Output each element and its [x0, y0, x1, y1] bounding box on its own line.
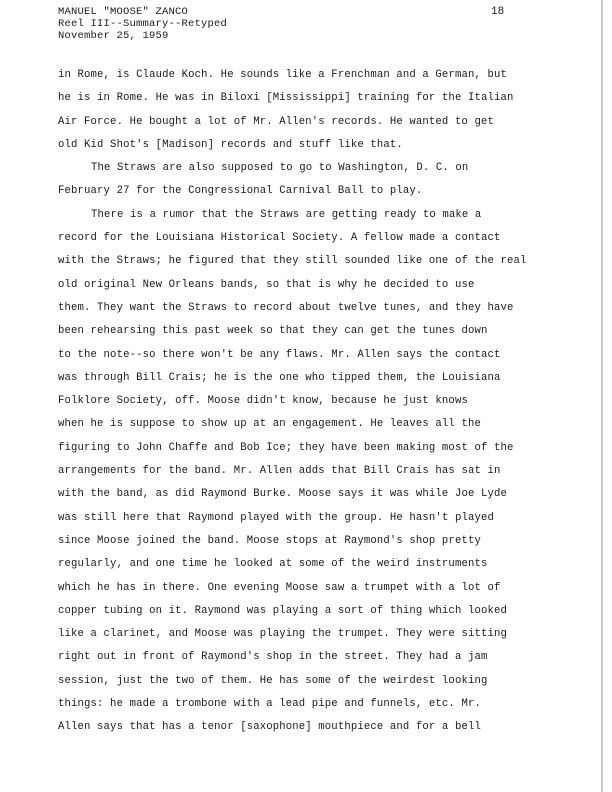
text-line: copper tubing on it. Raymond was playing a sort of thing which looked: [58, 604, 508, 617]
text-line: them. They want the Straws to record about twelve tunes, and they have: [58, 301, 514, 314]
text-line: figuring to John Chaffe and Bob Ice; they have been making most of the: [58, 441, 514, 454]
text-line: in Rome, is Claude Koch. He sounds like a Frenchman and a German, but: [58, 69, 508, 81]
text-line: old original New Orleans bands, so that is why he decided to use: [58, 278, 475, 291]
transcript-body: [58, 64, 558, 740]
interviewee-name: MANUEL "MOOSE" ZANCO: [58, 6, 189, 18]
text-line: session, just the two of them. He has some of the weirdest looking: [58, 674, 488, 687]
text-line: was still here that Raymond played with the group. He hasn't played: [58, 511, 494, 524]
interview-date: November 25, 1959: [58, 30, 169, 42]
text-line: which he has in there. One evening Moose saw a trumpet with a lot of: [58, 581, 501, 594]
reel-info: Reel III--Summary--Retyped: [58, 18, 228, 30]
text-line: when he is suppose to show up at an engagement. He leaves all the: [58, 418, 481, 431]
document-header: [58, 6, 227, 42]
text-line: regularly, and one time he looked at some of the weird instruments: [58, 558, 488, 571]
text-line: like a clarinet, and Moose was playing the trumpet. They were sitting: [58, 628, 508, 641]
text-line: was through Bill Crais; he is the one who tipped them, the Louisiana: [58, 371, 501, 384]
text-line: February 27 for the Congressional Carnival Ball to play.: [58, 185, 423, 198]
text-line: arrangements for the band. Mr. Allen adds that Bill Crais has sat in: [58, 465, 501, 478]
text-line: he is in Rome. He was in Biloxi [Mississippi] training for the Italian: [58, 92, 514, 105]
text-line: Air Force. He bought a lot of Mr. Allen's records. He wanted to get: [58, 115, 494, 128]
text-line: record for the Louisiana Historical Society. A fellow made a contact: [58, 232, 501, 245]
text-line: been rehearsing this past week so that they can get the tunes down: [58, 325, 488, 338]
paragraph-start-line: The Straws are also supposed to go to Washington, D. C. on: [91, 162, 469, 175]
page-edge-shadow: [601, 0, 603, 792]
text-line: Allen says that has a tenor [saxophone] mouthpiece and for a bell: [58, 721, 481, 734]
paragraph-start-line: There is a rumor that the Straws are getting ready to make a: [91, 208, 482, 221]
text-line: with the Straws; he figured that they still sounded like one of the real: [58, 255, 527, 268]
text-line: old Kid Shot's [Madison] records and stuff like that.: [58, 138, 403, 151]
text-line: since Moose joined the band. Moose stops at Raymond's shop pretty: [58, 534, 481, 547]
text-line: to the note--so there won't be any flaws. Mr. Allen says the contact: [58, 348, 501, 361]
text-line: with the band, as did Raymond Burke. Moose says it was while Joe Lyde: [58, 488, 508, 501]
text-line: Folklore Society, off. Moose didn't know, because he just knows: [58, 395, 468, 408]
text-line: right out in front of Raymond's shop in the street. They had a jam: [58, 651, 488, 664]
page-number: 18: [491, 6, 505, 18]
text-line: things: he made a trombone with a lead pipe and funnels, etc. Mr.: [58, 698, 481, 711]
